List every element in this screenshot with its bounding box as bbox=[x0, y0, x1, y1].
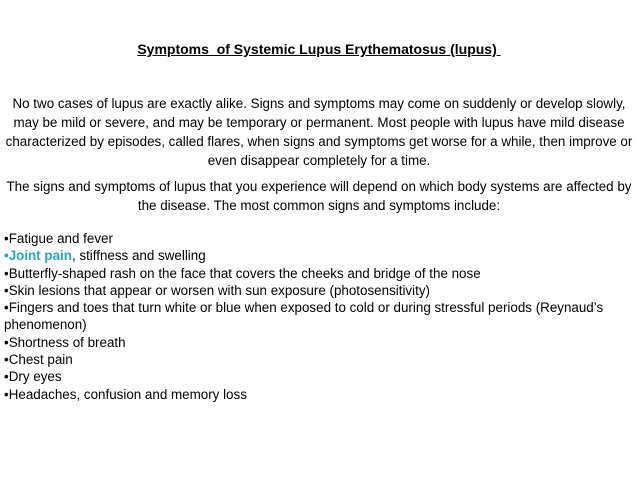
bullet-icon: • bbox=[4, 334, 9, 350]
bullet-icon: • bbox=[4, 300, 9, 316]
list-item bbox=[4, 247, 634, 264]
list-item-text: Skin lesions that appear or worsen with sun exposure (photosensitivity) bbox=[8, 282, 430, 298]
list-item bbox=[4, 386, 634, 403]
signs-paragraph: The signs and symptoms of lupus that you experience will depend on which body systems are affected by the disease. The most common signs and symptoms include: bbox=[6, 179, 632, 213]
list-item bbox=[4, 230, 634, 247]
list-item bbox=[4, 368, 634, 385]
list-item bbox=[4, 299, 634, 334]
list-item bbox=[4, 334, 634, 351]
list-item-text: Headaches, confusion and memory loss bbox=[8, 386, 247, 402]
list-item bbox=[4, 282, 634, 299]
list-item bbox=[4, 265, 634, 282]
list-item-text: , stiffness and swelling bbox=[71, 248, 206, 264]
joint-pain-link[interactable]: Joint pain bbox=[8, 248, 72, 264]
bullet-icon: • bbox=[4, 231, 9, 246]
list-item-text: Butterfly-shaped rash on the face that covers the cheeks and bridge of the nose bbox=[8, 265, 481, 281]
list-item-text: Chest pain bbox=[8, 352, 73, 368]
list-item-text: Fingers and toes that turn white or blue when exposed to cold or during stressful periods (Reynaud’s phenomenon) bbox=[4, 300, 604, 333]
bullet-icon: • bbox=[4, 386, 9, 402]
intro-paragraph: No two cases of lupus are exactly alike. Signs and symptoms may come on suddenly or develop slowly, may be mild or severe, and may be temporary or permanent. Most people with lupus have mild disease characterized by episodes, called flares, when signs and symptoms get worse for a while, then improve or even disappear completely for a time. bbox=[5, 96, 633, 168]
list-item-text: Shortness of breath bbox=[8, 334, 126, 350]
bullet-icon: • bbox=[4, 248, 9, 264]
bullet-icon: • bbox=[4, 369, 9, 385]
bullet-icon: • bbox=[4, 352, 9, 368]
list-item bbox=[4, 351, 634, 368]
list-item-text: Fatigue and fever bbox=[8, 231, 113, 246]
slide-title: Symptoms of Systemic Lupus Erythematosus (lupus) bbox=[137, 41, 501, 57]
bullet-icon: • bbox=[4, 265, 9, 281]
symptom-list bbox=[4, 230, 634, 403]
list-item-text: Dry eyes bbox=[8, 369, 62, 385]
bullet-icon: • bbox=[4, 282, 9, 298]
